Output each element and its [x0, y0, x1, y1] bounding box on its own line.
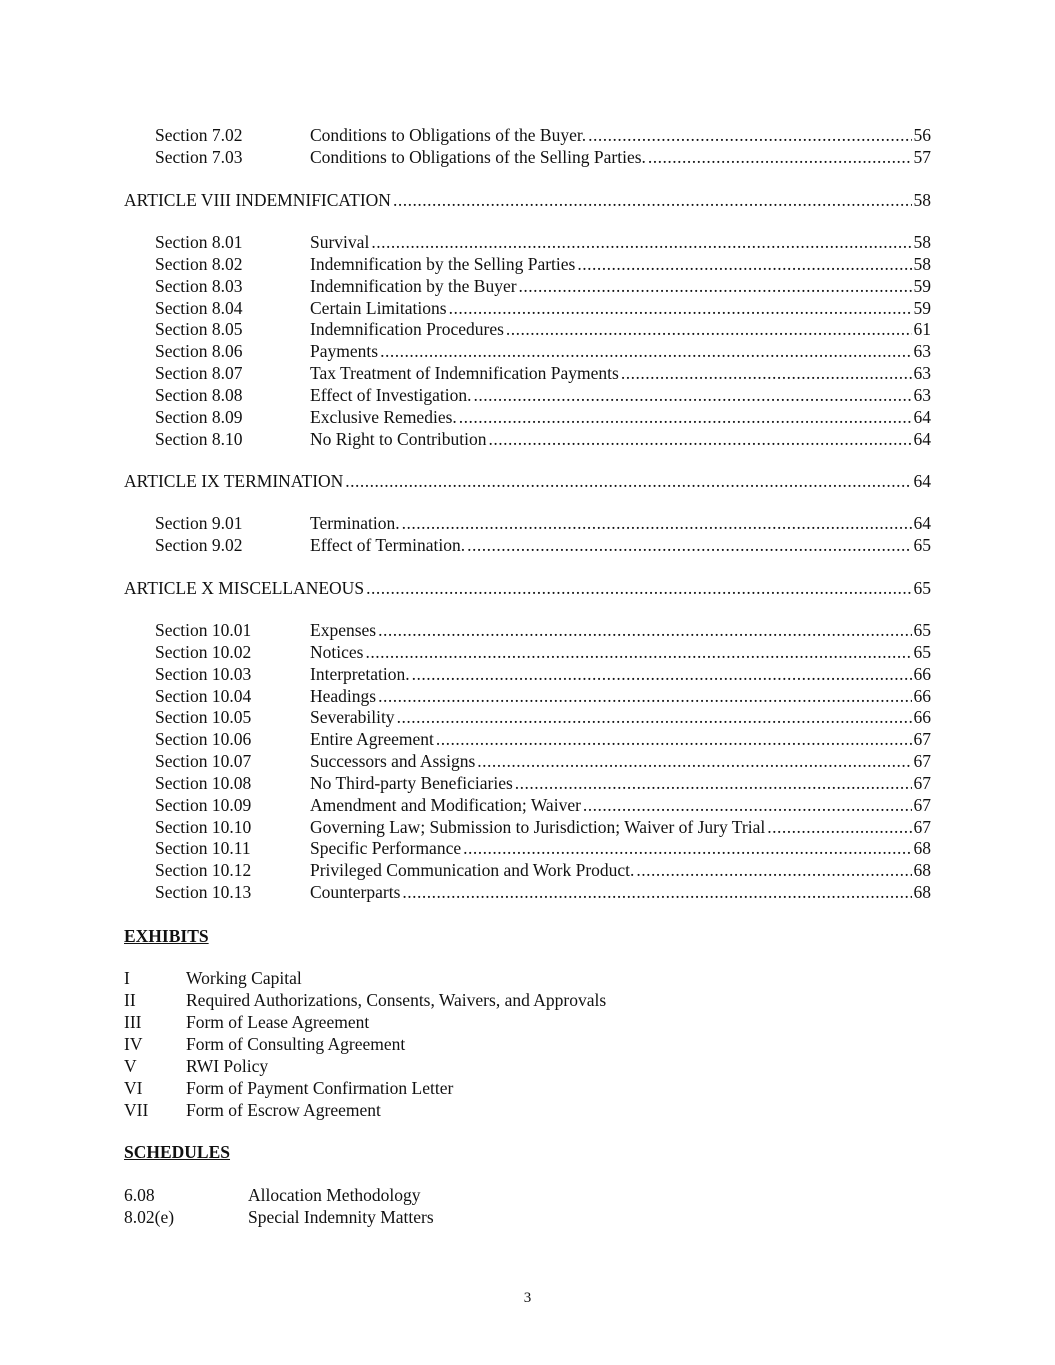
dot-leader — [378, 685, 911, 707]
toc-section-title: Indemnification Procedures — [310, 319, 504, 339]
toc-page-number: 66 — [913, 664, 931, 684]
exhibit-number: V — [124, 1056, 137, 1076]
toc-page-number: 68 — [913, 882, 931, 902]
toc-section-number: Section 8.07 — [155, 363, 243, 383]
toc-section-title: Exclusive Remedies. — [310, 407, 457, 427]
exhibit-title: Form of Payment Confirmation Letter — [186, 1078, 454, 1098]
toc-page-number: 67 — [913, 751, 931, 771]
toc-section-row — [155, 641, 931, 663]
toc-section-title: Headings — [310, 686, 377, 706]
schedule-title: Special Indemnity Matters — [248, 1207, 434, 1227]
dot-leader — [506, 318, 912, 340]
toc-entry — [310, 275, 931, 297]
toc-page-number: 56 — [913, 125, 931, 145]
toc-entry — [310, 772, 931, 794]
toc-section-number: Section 8.09 — [155, 407, 243, 427]
toc-section-number: Section 8.08 — [155, 385, 243, 405]
dot-leader — [767, 816, 911, 838]
toc-entry — [310, 794, 931, 816]
toc-page-number: 67 — [913, 795, 931, 815]
toc-section-row — [155, 231, 931, 253]
toc-section-number: Section 8.05 — [155, 319, 243, 339]
exhibit-number: III — [124, 1012, 142, 1032]
toc-section-title: Tax Treatment of Indemnification Payments — [310, 363, 619, 383]
toc-section-title: Conditions to Obligations of the Selling Parties. — [310, 147, 646, 167]
toc-entry — [310, 534, 931, 556]
toc-section-row — [155, 340, 931, 362]
toc-section-row — [155, 663, 931, 685]
toc-section-title: Interpretation. — [310, 664, 410, 684]
toc-section-row — [155, 406, 931, 428]
schedule-title: Allocation Methodology — [248, 1185, 421, 1205]
toc-entry — [310, 362, 931, 384]
toc-section-number: Section 8.06 — [155, 341, 243, 361]
toc-page-number: 58 — [913, 254, 931, 274]
toc-article-row — [124, 189, 931, 211]
dot-leader — [515, 772, 912, 794]
toc-section-title: Survival — [310, 232, 370, 252]
toc-page-number: 65 — [913, 535, 931, 555]
toc-page-number: 63 — [913, 341, 931, 361]
dot-leader — [436, 728, 912, 750]
exhibit-number: II — [124, 990, 136, 1010]
toc-section-number: Section 10.04 — [155, 686, 252, 706]
dot-leader — [402, 881, 911, 903]
toc-section-row — [155, 362, 931, 384]
toc-section-row — [155, 685, 931, 707]
dot-leader — [474, 384, 912, 406]
toc-section-title: Specific Performance — [310, 838, 462, 858]
toc-section-title: No Third-party Beneficiaries — [310, 773, 513, 793]
dot-leader — [365, 641, 911, 663]
toc-section-title: Effect of Investigation. — [310, 385, 472, 405]
toc-section-row — [155, 124, 931, 146]
toc-section-title: Certain Limitations — [310, 298, 447, 318]
toc-entry — [310, 663, 931, 685]
toc-entry — [310, 706, 931, 728]
toc-section-title: Successors and Assigns — [310, 751, 476, 771]
toc-section-title: Entire Agreement — [310, 729, 434, 749]
dot-leader — [467, 534, 911, 556]
toc-entry — [310, 318, 931, 340]
toc-entry — [310, 428, 931, 450]
dot-leader — [449, 297, 912, 319]
exhibit-title: Form of Consulting Agreement — [186, 1034, 406, 1054]
toc-section-title: Payments — [310, 341, 379, 361]
dot-leader — [412, 663, 912, 685]
exhibit-title: Form of Lease Agreement — [186, 1012, 370, 1032]
toc-section-row — [155, 297, 931, 319]
toc-page-number: 68 — [913, 860, 931, 880]
toc-section-row — [155, 384, 931, 406]
toc-article-title: ARTICLE VIII INDEMNIFICATION — [124, 190, 391, 210]
toc-section-number: Section 7.03 — [155, 147, 243, 167]
toc-entry — [310, 384, 931, 406]
exhibit-number: VII — [124, 1100, 149, 1120]
toc-section-number: Section 10.03 — [155, 664, 252, 684]
toc-section-number: Section 9.02 — [155, 535, 243, 555]
toc-section-row — [155, 837, 931, 859]
toc-section-number: Section 10.01 — [155, 620, 252, 640]
toc-section-title: Severability — [310, 707, 395, 727]
dot-leader — [636, 859, 911, 881]
toc-section-row — [155, 428, 931, 450]
toc-entry — [310, 750, 931, 772]
dot-leader — [371, 231, 911, 253]
dot-leader — [402, 512, 912, 534]
toc-section-row — [155, 318, 931, 340]
toc-page-number: 65 — [913, 620, 931, 640]
page-number: 3 — [523, 1290, 532, 1306]
toc-section-number: Section 8.10 — [155, 429, 243, 449]
toc-section-row — [155, 146, 931, 168]
toc-entry — [310, 340, 931, 362]
exhibits-heading: EXHIBITS — [124, 926, 209, 946]
dot-leader — [366, 577, 911, 599]
dot-leader — [488, 428, 911, 450]
dot-leader — [519, 275, 912, 297]
toc-entry — [310, 146, 931, 168]
toc-page-number: 57 — [913, 147, 931, 167]
toc-page-number: 67 — [913, 773, 931, 793]
toc-section-title: Termination. — [310, 513, 400, 533]
toc-section-row — [155, 706, 931, 728]
toc-section-number: Section 9.01 — [155, 513, 243, 533]
toc-page-number: 66 — [913, 707, 931, 727]
toc-section-number: Section 8.04 — [155, 298, 243, 318]
dot-leader — [583, 794, 912, 816]
toc-section-row — [155, 750, 931, 772]
toc-entry — [310, 406, 931, 428]
dot-leader — [477, 750, 911, 772]
toc-page-number: 64 — [913, 471, 931, 491]
toc-section-number: Section 8.01 — [155, 232, 243, 252]
dot-leader — [463, 837, 911, 859]
dot-leader — [393, 189, 912, 211]
toc-entry — [124, 470, 931, 492]
dot-leader — [577, 253, 911, 275]
dot-leader — [378, 619, 911, 641]
toc-section-title: Conditions to Obligations of the Buyer. — [310, 125, 587, 145]
exhibit-number: IV — [124, 1034, 143, 1054]
toc-section-number: Section 10.02 — [155, 642, 252, 662]
toc-entry — [310, 297, 931, 319]
toc-section-number: Section 10.11 — [155, 838, 251, 858]
toc-entry — [310, 619, 931, 641]
toc-page-number: 67 — [913, 817, 931, 837]
toc-page-number: 64 — [913, 513, 931, 533]
toc-section-title: Counterparts — [310, 882, 401, 902]
exhibit-title: Working Capital — [186, 968, 302, 988]
toc-page-number: 61 — [913, 319, 931, 339]
schedule-number: 8.02(e) — [124, 1207, 175, 1227]
toc-entry — [310, 837, 931, 859]
toc-entry — [310, 816, 931, 838]
toc-page-number: 58 — [913, 232, 931, 252]
exhibit-title: Required Authorizations, Consents, Waivers, and Approvals — [186, 990, 607, 1010]
toc-section-row — [155, 619, 931, 641]
toc-section-row — [155, 253, 931, 275]
toc-section-number: Section 10.12 — [155, 860, 252, 880]
toc-entry — [310, 231, 931, 253]
toc-section-title: Indemnification by the Buyer — [310, 276, 517, 296]
toc-article-title: ARTICLE IX TERMINATION — [124, 471, 344, 491]
toc-section-title: Indemnification by the Selling Parties — [310, 254, 576, 274]
toc-page-number: 64 — [913, 429, 931, 449]
toc-section-row — [155, 794, 931, 816]
schedules-heading: SCHEDULES — [124, 1142, 231, 1162]
toc-page-number: 66 — [913, 686, 931, 706]
toc-page-number: 63 — [913, 363, 931, 383]
toc-page-number: 64 — [913, 407, 931, 427]
toc-page-number: 59 — [913, 298, 931, 318]
toc-section-row — [155, 512, 931, 534]
toc-entry — [124, 189, 931, 211]
toc-entry — [124, 577, 931, 599]
toc-section-row — [155, 859, 931, 881]
toc-page-number: 68 — [913, 838, 931, 858]
toc-page-number: 59 — [913, 276, 931, 296]
toc-section-number: Section 10.10 — [155, 817, 252, 837]
toc-section-title: Privileged Communication and Work Product. — [310, 860, 635, 880]
toc-page-number: 67 — [913, 729, 931, 749]
toc-page-number: 65 — [913, 642, 931, 662]
dot-leader — [345, 470, 911, 492]
exhibit-title: Form of Escrow Agreement — [186, 1100, 381, 1120]
toc-entry — [310, 859, 931, 881]
toc-article-row — [124, 577, 931, 599]
toc-section-title: No Right to Contribution — [310, 429, 487, 449]
toc-section-row — [155, 772, 931, 794]
toc-section-row — [155, 728, 931, 750]
toc-section-number: Section 10.08 — [155, 773, 252, 793]
toc-page-number: 63 — [913, 385, 931, 405]
toc-section-number: Section 8.03 — [155, 276, 243, 296]
toc-section-number: Section 8.02 — [155, 254, 243, 274]
dot-leader — [459, 406, 912, 428]
toc-page-number: 65 — [913, 578, 931, 598]
toc-section-title: Governing Law; Submission to Jurisdiction; Waiver of Jury Trial — [310, 817, 766, 837]
toc-article-title: ARTICLE X MISCELLANEOUS — [124, 578, 365, 598]
toc-section-row — [155, 534, 931, 556]
toc-article-row — [124, 470, 931, 492]
toc-section-number: Section 10.05 — [155, 707, 252, 727]
toc-section-row — [155, 881, 931, 903]
toc-entry — [310, 641, 931, 663]
exhibit-title: RWI Policy — [186, 1056, 269, 1076]
toc-section-title: Amendment and Modification; Waiver — [310, 795, 581, 815]
dot-leader — [397, 706, 912, 728]
dot-leader — [380, 340, 911, 362]
toc-entry — [310, 881, 931, 903]
toc-entry — [310, 728, 931, 750]
toc-section-number: Section 10.06 — [155, 729, 252, 749]
dot-leader — [648, 146, 912, 168]
exhibit-number: I — [124, 968, 130, 988]
dot-leader — [588, 124, 911, 146]
toc-entry — [310, 124, 931, 146]
toc-section-number: Section 7.02 — [155, 125, 243, 145]
toc-section-title: Expenses — [310, 620, 377, 640]
toc-section-title: Effect of Termination. — [310, 535, 466, 555]
exhibit-number: VI — [124, 1078, 143, 1098]
toc-section-number: Section 10.09 — [155, 795, 252, 815]
dot-leader — [621, 362, 912, 384]
toc-entry — [310, 685, 931, 707]
toc-page-number: 58 — [913, 190, 931, 210]
toc-section-title: Notices — [310, 642, 364, 662]
toc-section-row — [155, 275, 931, 297]
toc-section-row — [155, 816, 931, 838]
toc-entry — [310, 253, 931, 275]
schedule-number: 6.08 — [124, 1185, 155, 1205]
toc-entry — [310, 512, 931, 534]
toc-section-number: Section 10.13 — [155, 882, 252, 902]
toc-section-number: Section 10.07 — [155, 751, 252, 771]
